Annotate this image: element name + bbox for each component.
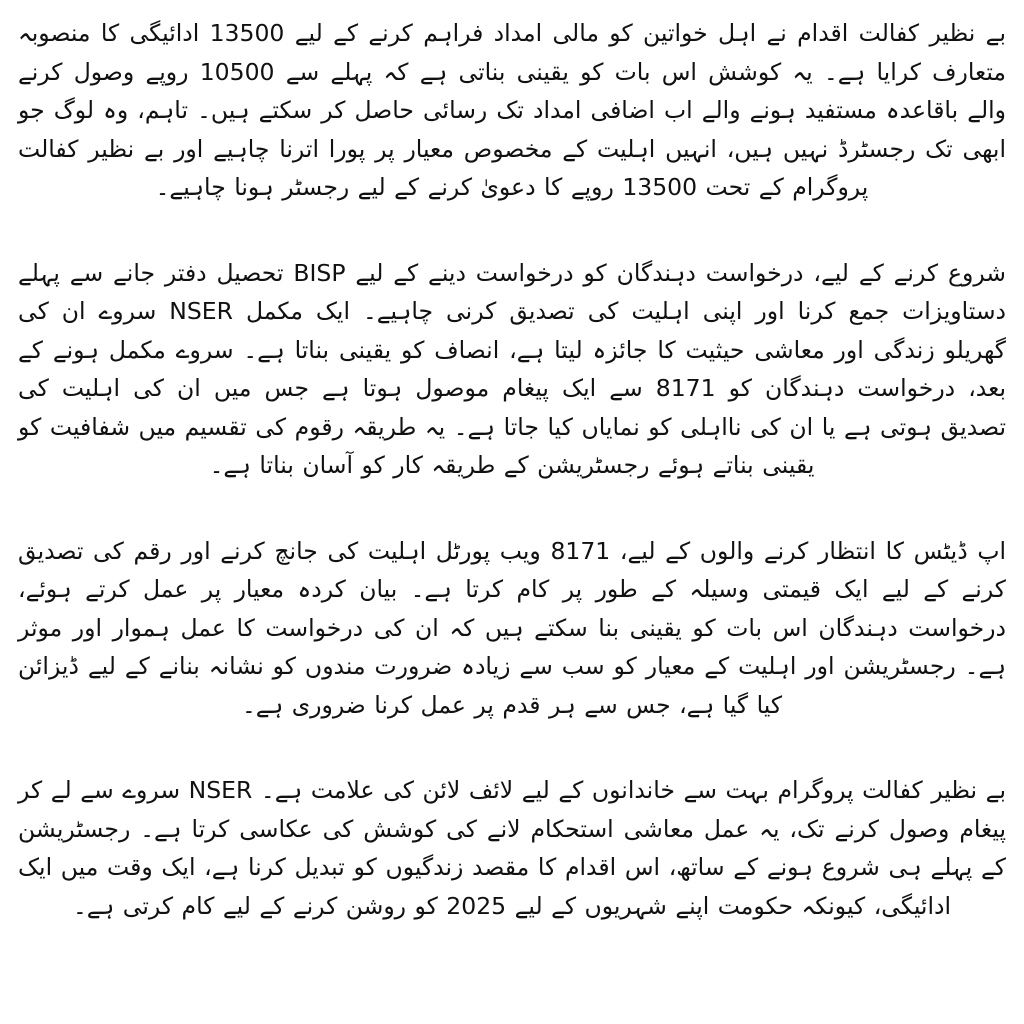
paragraph-8171-portal: اپ ڈیٹس کا انتظار کرنے والوں کے لیے، 8171 ویب پورٹل اہلیت کی جانچ کرنے اور رقم کی تصدیق کرنے کے لیے ایک قیمتی وسیلہ کے طور پر کام کرتا ہے۔ بیان کردہ معیار پر عمل کرتے ہوئے، درخواست دہندگان اس بات کو یقینی بنا سکتے ہیں کہ ان کی درخواست کا عمل ہموار اور موثر ہے۔ رجسٹریشن اور اہلیت کے معیار کو سب سے زیادہ ضرورت مندوں کو نشانہ بنانے کے لیے ڈیزائن کیا گیا ہے، جس سے ہر قدم پر عمل کرنا ضروری ہے۔ bbox=[18, 536, 1006, 719]
paragraph-registration-process: شروع کرنے کے لیے، درخواست دہندگان کو درخواست دینے کے لیے BISP تحصیل دفتر جانے سے پہلے دستاویزات جمع کرنا اور اپنی اہلیت کی تصدیق کرنی چاہیے۔ ایک مکمل NSER سروے ان کی گھریلو زندگی اور معاشی حیثیت کا جائزہ لیتا ہے، انصاف کو یقینی بناتا ہے۔ سروے مکمل ہونے کے بعد، درخواست دہندگان کو 8171 سے ایک پیغام موصول ہوتا ہے جس میں ان کی اہلیت کی تصدیق ہوتی ہے یا ان کی نااہلی کو نمایاں کیا جاتا ہے۔ یہ طریقہ رقوم کی تقسیم میں شفافیت کو یقینی بناتے ہوئے رجسٹریشن کے طریقہ کار کو آسان بناتا ہے۔ bbox=[18, 258, 1006, 479]
paragraph-conclusion: بے نظیر کفالت پروگرام بہت سے خاندانوں کے لیے لائف لائن کی علامت ہے۔ NSER سروے سے لے کر پیغام وصول کرنے تک، یہ عمل معاشی استحکام لانے کی کوشش کی عکاسی کرتا ہے۔ رجسٹریشن کے پہلے ہی شروع ہونے کے ساتھ، اس اقدام کا مقصد زندگیوں کو تبدیل کرنا ہے، ایک وقت میں ایک ادائیگی، کیونکہ حکومت اپنے شہریوں کے لیے 2025 کو روشن کرنے کے لیے کام کرتی ہے۔ bbox=[18, 776, 1006, 920]
paragraph-intro: بے نظیر کفالت اقدام نے اہل خواتین کو مالی امداد فراہم کرنے کے لیے 13500 ادائیگی کا منصوبہ متعارف کرایا ہے۔ یہ کوشش اس بات کو یقینی بناتی ہے کہ پہلے سے 10500 روپے وصول کرنے والے باقاعدہ مستفید ہونے والے اب اضافی امداد تک رسائی حاصل کر سکتے ہیں۔ تاہم، وہ لوگ جو ابھی تک رجسٹرڈ نہیں ہیں، انہیں اہلیت کے مخصوص معیار پر پورا اترنا چاہیے اور بے نظیر کفالت پروگرام کے تحت 13500 روپے کا دعویٰ کرنے کے لیے رجسٹر ہونا چاہیے۔ bbox=[18, 19, 1007, 201]
